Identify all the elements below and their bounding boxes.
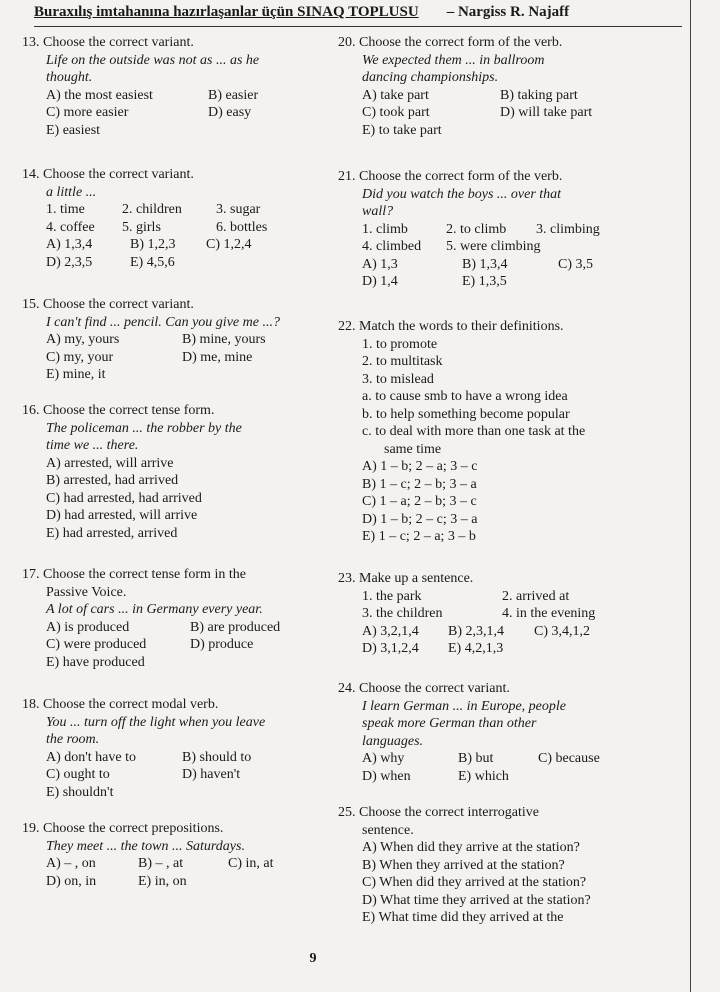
question-title: 17. Choose the correct tense form in the [22, 567, 246, 582]
question-sentence: We expected them ... in ballroom [362, 52, 545, 68]
option: E) in, on [138, 873, 187, 889]
option: E) to take part [362, 122, 442, 138]
option: D) will take part [500, 105, 593, 120]
option: A) 1 – b; 2 – a; 3 – c [362, 459, 478, 474]
question-title: 21. Choose the correct form of the verb. [338, 169, 563, 184]
item: 2. children [122, 202, 182, 217]
header-author: – Nargiss R. Najaff [446, 4, 570, 20]
option: E) have produced [46, 654, 145, 670]
option: E) 4,5,6 [130, 254, 175, 270]
question-17 [22, 566, 327, 671]
question-title: 25. Choose the correct interrogative [338, 805, 539, 820]
question-sentence: languages. [362, 733, 424, 749]
item: 4. in the evening [502, 606, 596, 621]
option: B) When they arrived at the station? [362, 857, 565, 873]
question-sentence: wall? [362, 204, 394, 219]
option: B) 2,3,1,4 [448, 623, 504, 639]
question-sentence: thought. [46, 70, 93, 85]
question-title: 23. Make up a sentence. [338, 571, 474, 586]
page-number: 9 [309, 951, 317, 966]
option: C) in, at [228, 856, 274, 871]
item: 3. sugar [216, 202, 261, 217]
question-sentence: You ... turn off the light when you leave [46, 714, 266, 730]
option: A) my, yours [46, 332, 120, 347]
question-sentence: dancing championships. [362, 70, 499, 85]
question-sentence: a little ... [46, 184, 97, 200]
page-header [34, 4, 684, 26]
option: C) 3,5 [558, 256, 593, 272]
option: B) are produced [190, 619, 281, 635]
option: C) had arrested, had arrived [46, 490, 202, 506]
question-sentence: the room. [46, 732, 100, 747]
question-sentence: The policeman ... the robber by the [46, 420, 242, 436]
option: C) more easier [46, 105, 129, 120]
option: A) 1,3 [362, 256, 398, 272]
definition-item-cont: same time [384, 441, 442, 457]
option: B) arrested, had arrived [46, 473, 179, 488]
option: C) 1 – a; 2 – b; 3 – c [362, 494, 477, 509]
question-23 [338, 570, 638, 658]
option: B) 1,2,3 [130, 237, 176, 252]
question-title: 14. Choose the correct variant. [22, 167, 194, 182]
definition-item: a. to cause smb to have a wrong idea [362, 389, 568, 404]
option: D) 3,1,2,4 [362, 641, 419, 656]
option: D) when [362, 768, 411, 784]
question-22 [338, 318, 638, 546]
question-sentence: Did you watch the boys ... over that [362, 186, 562, 202]
question-sentence: speak more German than other [362, 716, 537, 731]
question-13 [22, 34, 327, 139]
option: E) 4,2,1,3 [448, 641, 504, 656]
option: A) is produced [46, 619, 130, 635]
option: D) haven't [182, 767, 241, 782]
option: D) 1 – b; 2 – c; 3 – a [362, 511, 478, 527]
option: C) ought to [46, 767, 110, 782]
question-21 [338, 168, 638, 291]
option: D) on, in [46, 873, 97, 889]
option: C) took part [362, 105, 430, 120]
item: 5. were climbing [446, 239, 541, 254]
option: C) my, your [46, 349, 114, 365]
option: E) which [458, 768, 509, 784]
question-sentence: time we ... there. [46, 438, 139, 453]
option: D) What time they arrived at the station? [362, 892, 591, 908]
option: B) taking part [500, 87, 578, 103]
question-title-cont: sentence. [362, 822, 414, 838]
question-title: 18. Choose the correct modal verb. [22, 697, 219, 712]
option: A) 1,3,4 [46, 237, 93, 252]
word-item: 3. to mislead [362, 371, 434, 387]
question-title: 13. Choose the correct variant. [22, 35, 194, 50]
header-title: Buraxılış imtahanına hazırlaşanlar üçün SINAQ TOPLUSU [34, 4, 419, 20]
option: C) were produced [46, 637, 147, 652]
question-15 [22, 296, 327, 384]
option: A) – , on [46, 856, 96, 871]
definition-item: b. to help something become popular [362, 406, 570, 422]
option: E) shouldn't [46, 784, 114, 800]
question-16 [22, 402, 327, 542]
option: E) mine, it [46, 367, 106, 382]
option: D) 2,3,5 [46, 254, 93, 270]
question-sentence: They meet ... the town ... Saturdays. [46, 838, 245, 854]
header-rule [34, 26, 682, 27]
option: E) 1,3,5 [462, 274, 507, 289]
option: E) 1 – c; 2 – a; 3 – b [362, 529, 476, 544]
question-18 [22, 696, 327, 801]
option: A) 3,2,1,4 [362, 623, 419, 639]
item: 1. time [46, 202, 85, 217]
option: E) had arrested, arrived [46, 525, 178, 541]
question-sentence: Life on the outside was not as ... as he [46, 52, 260, 68]
item: 2. arrived at [502, 588, 570, 604]
option: A) When did they arrive at the station? [362, 840, 580, 855]
item: 4. coffee [46, 219, 95, 235]
question-sentence: I learn German ... in Europe, people [362, 698, 566, 714]
option: A) the most easiest [46, 87, 153, 103]
question-title: 19. Choose the correct prepositions. [22, 821, 224, 836]
option: B) easier [208, 87, 259, 103]
question-sentence: I can't find ... pencil. Can you give me ...? [46, 314, 280, 330]
option: B) 1,3,4 [462, 256, 508, 272]
option: C) 1,2,4 [206, 237, 252, 252]
item: 4. climbed [362, 239, 422, 254]
word-item: 1. to promote [362, 336, 438, 352]
item: 1. the park [362, 588, 422, 604]
question-24 [338, 680, 638, 785]
option: B) should to [182, 749, 252, 765]
question-sentence: A lot of cars ... in Germany every year. [46, 602, 263, 617]
item: 5. girls [122, 219, 161, 235]
option: A) arrested, will arrive [46, 455, 174, 471]
question-title: 22. Match the words to their definitions. [338, 319, 564, 334]
definition-item: c. to deal with more than one task at the [362, 424, 586, 439]
question-title: 24. Choose the correct variant. [338, 681, 510, 696]
option: B) but [458, 751, 494, 766]
word-item: 2. to multitask [362, 354, 443, 369]
item: 1. climb [362, 221, 408, 237]
option: B) mine, yours [182, 332, 266, 347]
item: 3. climbing [536, 221, 600, 237]
option: D) produce [190, 637, 254, 652]
option: C) because [538, 751, 600, 766]
question-title: 16. Choose the correct tense form. [22, 403, 215, 418]
option: A) take part [362, 87, 429, 103]
question-title: 15. Choose the correct variant. [22, 297, 194, 312]
item: 2. to climb [446, 221, 507, 237]
option: A) why [362, 751, 405, 766]
question-19 [22, 820, 327, 890]
item: 6. bottles [216, 219, 268, 235]
question-25 [338, 804, 638, 927]
item: 3. the children [362, 606, 443, 621]
option: D) me, mine [182, 349, 253, 365]
option: C) 3,4,1,2 [534, 623, 590, 639]
option: D) 1,4 [362, 274, 398, 289]
option: B) – , at [138, 856, 184, 871]
option: D) easy [208, 105, 252, 120]
question-20 [338, 34, 638, 139]
question-title-cont: Passive Voice. [46, 584, 127, 600]
option: D) had arrested, will arrive [46, 508, 198, 523]
option: E) easiest [46, 122, 101, 138]
question-title: 20. Choose the correct form of the verb. [338, 35, 563, 50]
option: B) 1 – c; 2 – b; 3 – a [362, 476, 477, 492]
option: C) When did they arrived at the station? [362, 875, 587, 890]
option: A) don't have to [46, 749, 137, 765]
page-edge-line [690, 0, 691, 992]
option: E) What time did they arrived at the [362, 910, 564, 925]
question-14 [22, 166, 327, 271]
